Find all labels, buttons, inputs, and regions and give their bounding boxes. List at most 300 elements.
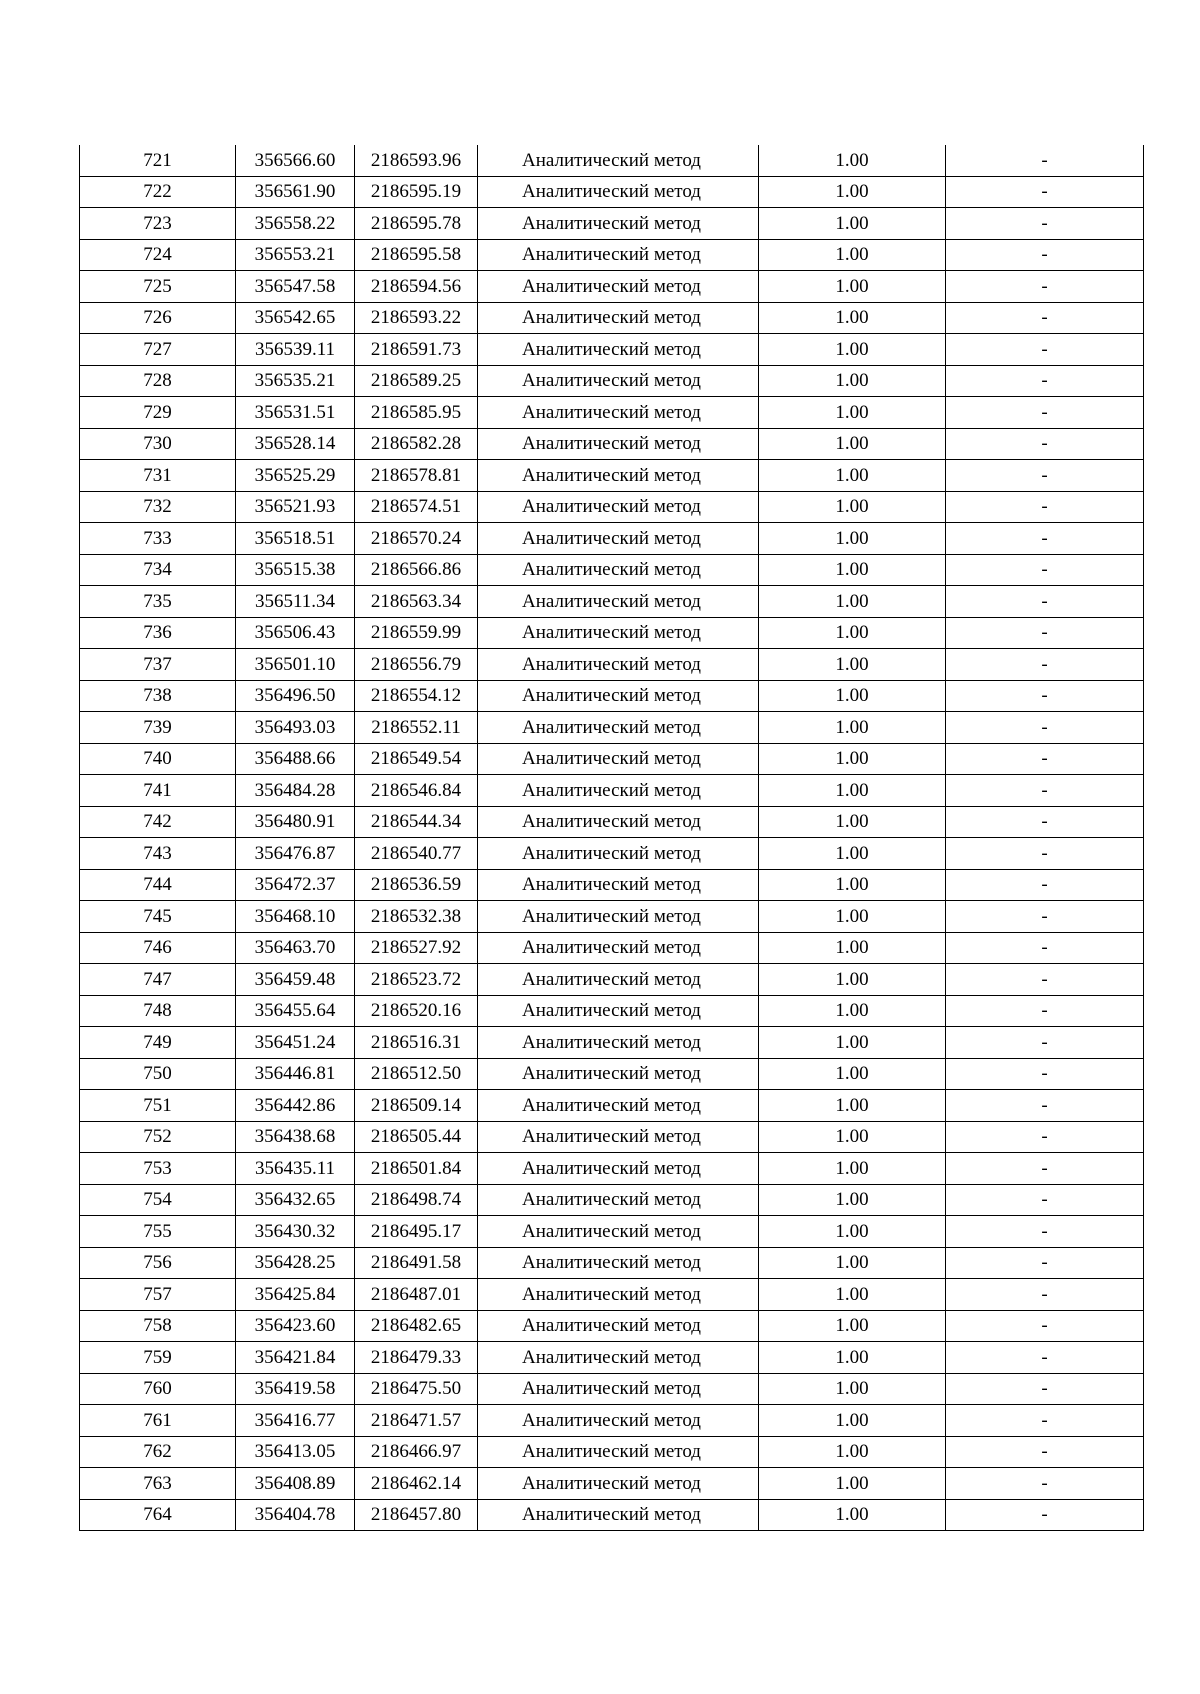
- table-row: [80, 1247, 1144, 1279]
- note-cell: -: [946, 1058, 1144, 1090]
- method-cell: Аналитический метод: [478, 302, 759, 334]
- x-coordinate-cell: 356459.48: [236, 964, 355, 996]
- note-cell: -: [946, 586, 1144, 618]
- point-number-cell: 743: [80, 838, 236, 870]
- accuracy-cell: 1.00: [759, 1310, 946, 1342]
- x-coordinate-cell: 356542.65: [236, 302, 355, 334]
- method-cell: Аналитический метод: [478, 460, 759, 492]
- note-cell: -: [946, 712, 1144, 744]
- x-coordinate-cell: 356455.64: [236, 995, 355, 1027]
- x-coordinate-cell: 356539.11: [236, 334, 355, 366]
- accuracy-cell: 1.00: [759, 901, 946, 933]
- accuracy-cell: 1.00: [759, 869, 946, 901]
- method-cell: Аналитический метод: [478, 334, 759, 366]
- note-cell: -: [946, 1405, 1144, 1437]
- table-row: [80, 397, 1144, 429]
- point-number-cell: 748: [80, 995, 236, 1027]
- point-number-cell: 740: [80, 743, 236, 775]
- x-coordinate-cell: 356535.21: [236, 365, 355, 397]
- point-number-cell: 752: [80, 1121, 236, 1153]
- point-number-cell: 750: [80, 1058, 236, 1090]
- note-cell: -: [946, 1468, 1144, 1500]
- table-row: [80, 743, 1144, 775]
- table-row: [80, 680, 1144, 712]
- x-coordinate-cell: 356518.51: [236, 523, 355, 555]
- table-row: [80, 1310, 1144, 1342]
- point-number-cell: 742: [80, 806, 236, 838]
- point-number-cell: 747: [80, 964, 236, 996]
- method-cell: Аналитический метод: [478, 239, 759, 271]
- point-number-cell: 724: [80, 239, 236, 271]
- y-coordinate-cell: 2186544.34: [355, 806, 478, 838]
- coordinates-table: [79, 145, 1144, 1531]
- y-coordinate-cell: 2186482.65: [355, 1310, 478, 1342]
- method-cell: Аналитический метод: [478, 995, 759, 1027]
- method-cell: Аналитический метод: [478, 901, 759, 933]
- table-row: [80, 1342, 1144, 1374]
- point-number-cell: 763: [80, 1468, 236, 1500]
- note-cell: -: [946, 145, 1144, 176]
- method-cell: Аналитический метод: [478, 712, 759, 744]
- table-row: [80, 932, 1144, 964]
- y-coordinate-cell: 2186556.79: [355, 649, 478, 681]
- table-row: [80, 1027, 1144, 1059]
- table-row: [80, 365, 1144, 397]
- accuracy-cell: 1.00: [759, 523, 946, 555]
- table-row: [80, 586, 1144, 618]
- accuracy-cell: 1.00: [759, 1468, 946, 1500]
- point-number-cell: 757: [80, 1279, 236, 1311]
- y-coordinate-cell: 2186471.57: [355, 1405, 478, 1437]
- x-coordinate-cell: 356428.25: [236, 1247, 355, 1279]
- y-coordinate-cell: 2186591.73: [355, 334, 478, 366]
- accuracy-cell: 1.00: [759, 1342, 946, 1374]
- accuracy-cell: 1.00: [759, 460, 946, 492]
- table-row: [80, 964, 1144, 996]
- table-row: [80, 523, 1144, 555]
- x-coordinate-cell: 356423.60: [236, 1310, 355, 1342]
- accuracy-cell: 1.00: [759, 554, 946, 586]
- accuracy-cell: 1.00: [759, 1121, 946, 1153]
- point-number-cell: 759: [80, 1342, 236, 1374]
- accuracy-cell: 1.00: [759, 1436, 946, 1468]
- point-number-cell: 722: [80, 176, 236, 208]
- accuracy-cell: 1.00: [759, 586, 946, 618]
- accuracy-cell: 1.00: [759, 1058, 946, 1090]
- note-cell: -: [946, 617, 1144, 649]
- note-cell: -: [946, 365, 1144, 397]
- note-cell: -: [946, 901, 1144, 933]
- y-coordinate-cell: 2186593.22: [355, 302, 478, 334]
- method-cell: Аналитический метод: [478, 1310, 759, 1342]
- y-coordinate-cell: 2186593.96: [355, 145, 478, 176]
- point-number-cell: 736: [80, 617, 236, 649]
- accuracy-cell: 1.00: [759, 1247, 946, 1279]
- accuracy-cell: 1.00: [759, 1499, 946, 1531]
- note-cell: -: [946, 995, 1144, 1027]
- point-number-cell: 761: [80, 1405, 236, 1437]
- note-cell: -: [946, 1373, 1144, 1405]
- y-coordinate-cell: 2186536.59: [355, 869, 478, 901]
- method-cell: Аналитический метод: [478, 743, 759, 775]
- x-coordinate-cell: 356438.68: [236, 1121, 355, 1153]
- point-number-cell: 745: [80, 901, 236, 933]
- x-coordinate-cell: 356430.32: [236, 1216, 355, 1248]
- note-cell: -: [946, 649, 1144, 681]
- table-row: [80, 1216, 1144, 1248]
- method-cell: Аналитический метод: [478, 365, 759, 397]
- table-row: [80, 712, 1144, 744]
- method-cell: Аналитический метод: [478, 176, 759, 208]
- method-cell: Аналитический метод: [478, 1090, 759, 1122]
- table-row: [80, 1153, 1144, 1185]
- x-coordinate-cell: 356501.10: [236, 649, 355, 681]
- table-row: [80, 428, 1144, 460]
- point-number-cell: 730: [80, 428, 236, 460]
- accuracy-cell: 1.00: [759, 1184, 946, 1216]
- accuracy-cell: 1.00: [759, 397, 946, 429]
- point-number-cell: 727: [80, 334, 236, 366]
- y-coordinate-cell: 2186594.56: [355, 271, 478, 303]
- note-cell: -: [946, 1436, 1144, 1468]
- method-cell: Аналитический метод: [478, 1342, 759, 1374]
- method-cell: Аналитический метод: [478, 806, 759, 838]
- point-number-cell: 731: [80, 460, 236, 492]
- x-coordinate-cell: 356435.11: [236, 1153, 355, 1185]
- y-coordinate-cell: 2186495.17: [355, 1216, 478, 1248]
- x-coordinate-cell: 356451.24: [236, 1027, 355, 1059]
- method-cell: Аналитический метод: [478, 775, 759, 807]
- table-row: [80, 1058, 1144, 1090]
- note-cell: -: [946, 806, 1144, 838]
- table-row: [80, 775, 1144, 807]
- y-coordinate-cell: 2186527.92: [355, 932, 478, 964]
- point-number-cell: 732: [80, 491, 236, 523]
- method-cell: Аналитический метод: [478, 586, 759, 618]
- point-number-cell: 764: [80, 1499, 236, 1531]
- accuracy-cell: 1.00: [759, 995, 946, 1027]
- point-number-cell: 734: [80, 554, 236, 586]
- accuracy-cell: 1.00: [759, 176, 946, 208]
- point-number-cell: 751: [80, 1090, 236, 1122]
- table-row: [80, 145, 1144, 176]
- y-coordinate-cell: 2186491.58: [355, 1247, 478, 1279]
- table-row: [80, 271, 1144, 303]
- accuracy-cell: 1.00: [759, 302, 946, 334]
- point-number-cell: 723: [80, 208, 236, 240]
- y-coordinate-cell: 2186595.58: [355, 239, 478, 271]
- note-cell: -: [946, 302, 1144, 334]
- x-coordinate-cell: 356419.58: [236, 1373, 355, 1405]
- accuracy-cell: 1.00: [759, 649, 946, 681]
- table-row: [80, 1436, 1144, 1468]
- x-coordinate-cell: 356480.91: [236, 806, 355, 838]
- note-cell: -: [946, 964, 1144, 996]
- method-cell: Аналитический метод: [478, 1058, 759, 1090]
- x-coordinate-cell: 356432.65: [236, 1184, 355, 1216]
- table-row: [80, 1090, 1144, 1122]
- method-cell: Аналитический метод: [478, 649, 759, 681]
- point-number-cell: 728: [80, 365, 236, 397]
- note-cell: -: [946, 523, 1144, 555]
- note-cell: -: [946, 1184, 1144, 1216]
- y-coordinate-cell: 2186549.54: [355, 743, 478, 775]
- y-coordinate-cell: 2186512.50: [355, 1058, 478, 1090]
- accuracy-cell: 1.00: [759, 334, 946, 366]
- point-number-cell: 737: [80, 649, 236, 681]
- table-row: [80, 460, 1144, 492]
- table-row: [80, 1468, 1144, 1500]
- point-number-cell: 754: [80, 1184, 236, 1216]
- accuracy-cell: 1.00: [759, 145, 946, 176]
- x-coordinate-cell: 356416.77: [236, 1405, 355, 1437]
- method-cell: Аналитический метод: [478, 554, 759, 586]
- x-coordinate-cell: 356553.21: [236, 239, 355, 271]
- method-cell: Аналитический метод: [478, 932, 759, 964]
- note-cell: -: [946, 176, 1144, 208]
- note-cell: -: [946, 775, 1144, 807]
- accuracy-cell: 1.00: [759, 838, 946, 870]
- x-coordinate-cell: 356547.58: [236, 271, 355, 303]
- method-cell: Аналитический метод: [478, 617, 759, 649]
- x-coordinate-cell: 356531.51: [236, 397, 355, 429]
- point-number-cell: 746: [80, 932, 236, 964]
- note-cell: -: [946, 1247, 1144, 1279]
- x-coordinate-cell: 356561.90: [236, 176, 355, 208]
- note-cell: -: [946, 271, 1144, 303]
- x-coordinate-cell: 356476.87: [236, 838, 355, 870]
- x-coordinate-cell: 356442.86: [236, 1090, 355, 1122]
- method-cell: Аналитический метод: [478, 1373, 759, 1405]
- point-number-cell: 753: [80, 1153, 236, 1185]
- note-cell: -: [946, 208, 1144, 240]
- table-row: [80, 208, 1144, 240]
- y-coordinate-cell: 2186509.14: [355, 1090, 478, 1122]
- table-row: [80, 554, 1144, 586]
- point-number-cell: 749: [80, 1027, 236, 1059]
- table-row: [80, 1373, 1144, 1405]
- x-coordinate-cell: 356408.89: [236, 1468, 355, 1500]
- method-cell: Аналитический метод: [478, 1405, 759, 1437]
- method-cell: Аналитический метод: [478, 869, 759, 901]
- note-cell: -: [946, 1499, 1144, 1531]
- method-cell: Аналитический метод: [478, 1027, 759, 1059]
- point-number-cell: 739: [80, 712, 236, 744]
- accuracy-cell: 1.00: [759, 964, 946, 996]
- table-row: [80, 869, 1144, 901]
- note-cell: -: [946, 869, 1144, 901]
- accuracy-cell: 1.00: [759, 428, 946, 460]
- x-coordinate-cell: 356493.03: [236, 712, 355, 744]
- point-number-cell: 744: [80, 869, 236, 901]
- method-cell: Аналитический метод: [478, 1247, 759, 1279]
- point-number-cell: 758: [80, 1310, 236, 1342]
- table-row: [80, 1499, 1144, 1531]
- accuracy-cell: 1.00: [759, 208, 946, 240]
- table-row: [80, 806, 1144, 838]
- point-number-cell: 725: [80, 271, 236, 303]
- method-cell: Аналитический метод: [478, 680, 759, 712]
- x-coordinate-cell: 356496.50: [236, 680, 355, 712]
- y-coordinate-cell: 2186466.97: [355, 1436, 478, 1468]
- y-coordinate-cell: 2186546.84: [355, 775, 478, 807]
- method-cell: Аналитический метод: [478, 1499, 759, 1531]
- x-coordinate-cell: 356425.84: [236, 1279, 355, 1311]
- note-cell: -: [946, 239, 1144, 271]
- x-coordinate-cell: 356413.05: [236, 1436, 355, 1468]
- y-coordinate-cell: 2186487.01: [355, 1279, 478, 1311]
- table-row: [80, 649, 1144, 681]
- point-number-cell: 729: [80, 397, 236, 429]
- x-coordinate-cell: 356488.66: [236, 743, 355, 775]
- note-cell: -: [946, 932, 1144, 964]
- accuracy-cell: 1.00: [759, 271, 946, 303]
- x-coordinate-cell: 356525.29: [236, 460, 355, 492]
- y-coordinate-cell: 2186540.77: [355, 838, 478, 870]
- note-cell: -: [946, 334, 1144, 366]
- note-cell: -: [946, 680, 1144, 712]
- note-cell: -: [946, 1121, 1144, 1153]
- method-cell: Аналитический метод: [478, 523, 759, 555]
- point-number-cell: 738: [80, 680, 236, 712]
- y-coordinate-cell: 2186589.25: [355, 365, 478, 397]
- y-coordinate-cell: 2186554.12: [355, 680, 478, 712]
- accuracy-cell: 1.00: [759, 365, 946, 397]
- accuracy-cell: 1.00: [759, 743, 946, 775]
- y-coordinate-cell: 2186532.38: [355, 901, 478, 933]
- table-row: [80, 491, 1144, 523]
- note-cell: -: [946, 397, 1144, 429]
- note-cell: -: [946, 1216, 1144, 1248]
- method-cell: Аналитический метод: [478, 208, 759, 240]
- y-coordinate-cell: 2186595.19: [355, 176, 478, 208]
- note-cell: -: [946, 554, 1144, 586]
- note-cell: -: [946, 460, 1144, 492]
- table-row: [80, 617, 1144, 649]
- y-coordinate-cell: 2186582.28: [355, 428, 478, 460]
- x-coordinate-cell: 356472.37: [236, 869, 355, 901]
- note-cell: -: [946, 1090, 1144, 1122]
- y-coordinate-cell: 2186498.74: [355, 1184, 478, 1216]
- accuracy-cell: 1.00: [759, 712, 946, 744]
- note-cell: -: [946, 1279, 1144, 1311]
- accuracy-cell: 1.00: [759, 491, 946, 523]
- method-cell: Аналитический метод: [478, 271, 759, 303]
- x-coordinate-cell: 356468.10: [236, 901, 355, 933]
- y-coordinate-cell: 2186457.80: [355, 1499, 478, 1531]
- x-coordinate-cell: 356521.93: [236, 491, 355, 523]
- y-coordinate-cell: 2186475.50: [355, 1373, 478, 1405]
- y-coordinate-cell: 2186566.86: [355, 554, 478, 586]
- y-coordinate-cell: 2186578.81: [355, 460, 478, 492]
- x-coordinate-cell: 356506.43: [236, 617, 355, 649]
- note-cell: -: [946, 1027, 1144, 1059]
- point-number-cell: 741: [80, 775, 236, 807]
- note-cell: -: [946, 838, 1144, 870]
- method-cell: Аналитический метод: [478, 491, 759, 523]
- table-row: [80, 1184, 1144, 1216]
- coordinates-table-body: [80, 145, 1144, 1531]
- table-row: [80, 1405, 1144, 1437]
- x-coordinate-cell: 356566.60: [236, 145, 355, 176]
- x-coordinate-cell: 356558.22: [236, 208, 355, 240]
- x-coordinate-cell: 356515.38: [236, 554, 355, 586]
- x-coordinate-cell: 356528.14: [236, 428, 355, 460]
- method-cell: Аналитический метод: [478, 1279, 759, 1311]
- note-cell: -: [946, 428, 1144, 460]
- table-row: [80, 302, 1144, 334]
- table-row: [80, 176, 1144, 208]
- accuracy-cell: 1.00: [759, 1279, 946, 1311]
- accuracy-cell: 1.00: [759, 1153, 946, 1185]
- table-row: [80, 995, 1144, 1027]
- method-cell: Аналитический метод: [478, 1468, 759, 1500]
- y-coordinate-cell: 2186559.99: [355, 617, 478, 649]
- table-row: [80, 239, 1144, 271]
- table-row: [80, 1279, 1144, 1311]
- note-cell: -: [946, 1310, 1144, 1342]
- y-coordinate-cell: 2186595.78: [355, 208, 478, 240]
- accuracy-cell: 1.00: [759, 239, 946, 271]
- y-coordinate-cell: 2186552.11: [355, 712, 478, 744]
- table-row: [80, 1121, 1144, 1153]
- accuracy-cell: 1.00: [759, 1027, 946, 1059]
- y-coordinate-cell: 2186505.44: [355, 1121, 478, 1153]
- x-coordinate-cell: 356511.34: [236, 586, 355, 618]
- x-coordinate-cell: 356484.28: [236, 775, 355, 807]
- point-number-cell: 733: [80, 523, 236, 555]
- point-number-cell: 760: [80, 1373, 236, 1405]
- accuracy-cell: 1.00: [759, 932, 946, 964]
- method-cell: Аналитический метод: [478, 145, 759, 176]
- y-coordinate-cell: 2186479.33: [355, 1342, 478, 1374]
- y-coordinate-cell: 2186574.51: [355, 491, 478, 523]
- note-cell: -: [946, 1342, 1144, 1374]
- accuracy-cell: 1.00: [759, 775, 946, 807]
- y-coordinate-cell: 2186516.31: [355, 1027, 478, 1059]
- method-cell: Аналитический метод: [478, 964, 759, 996]
- accuracy-cell: 1.00: [759, 1216, 946, 1248]
- y-coordinate-cell: 2186501.84: [355, 1153, 478, 1185]
- method-cell: Аналитический метод: [478, 838, 759, 870]
- x-coordinate-cell: 356446.81: [236, 1058, 355, 1090]
- y-coordinate-cell: 2186585.95: [355, 397, 478, 429]
- y-coordinate-cell: 2186520.16: [355, 995, 478, 1027]
- accuracy-cell: 1.00: [759, 806, 946, 838]
- accuracy-cell: 1.00: [759, 680, 946, 712]
- y-coordinate-cell: 2186563.34: [355, 586, 478, 618]
- method-cell: Аналитический метод: [478, 1121, 759, 1153]
- accuracy-cell: 1.00: [759, 1373, 946, 1405]
- y-coordinate-cell: 2186523.72: [355, 964, 478, 996]
- point-number-cell: 735: [80, 586, 236, 618]
- accuracy-cell: 1.00: [759, 1090, 946, 1122]
- y-coordinate-cell: 2186462.14: [355, 1468, 478, 1500]
- point-number-cell: 756: [80, 1247, 236, 1279]
- note-cell: -: [946, 743, 1144, 775]
- point-number-cell: 762: [80, 1436, 236, 1468]
- point-number-cell: 726: [80, 302, 236, 334]
- x-coordinate-cell: 356404.78: [236, 1499, 355, 1531]
- table-row: [80, 901, 1144, 933]
- accuracy-cell: 1.00: [759, 1405, 946, 1437]
- method-cell: Аналитический метод: [478, 1436, 759, 1468]
- method-cell: Аналитический метод: [478, 397, 759, 429]
- table-row: [80, 334, 1144, 366]
- table-row: [80, 838, 1144, 870]
- point-number-cell: 721: [80, 145, 236, 176]
- method-cell: Аналитический метод: [478, 1184, 759, 1216]
